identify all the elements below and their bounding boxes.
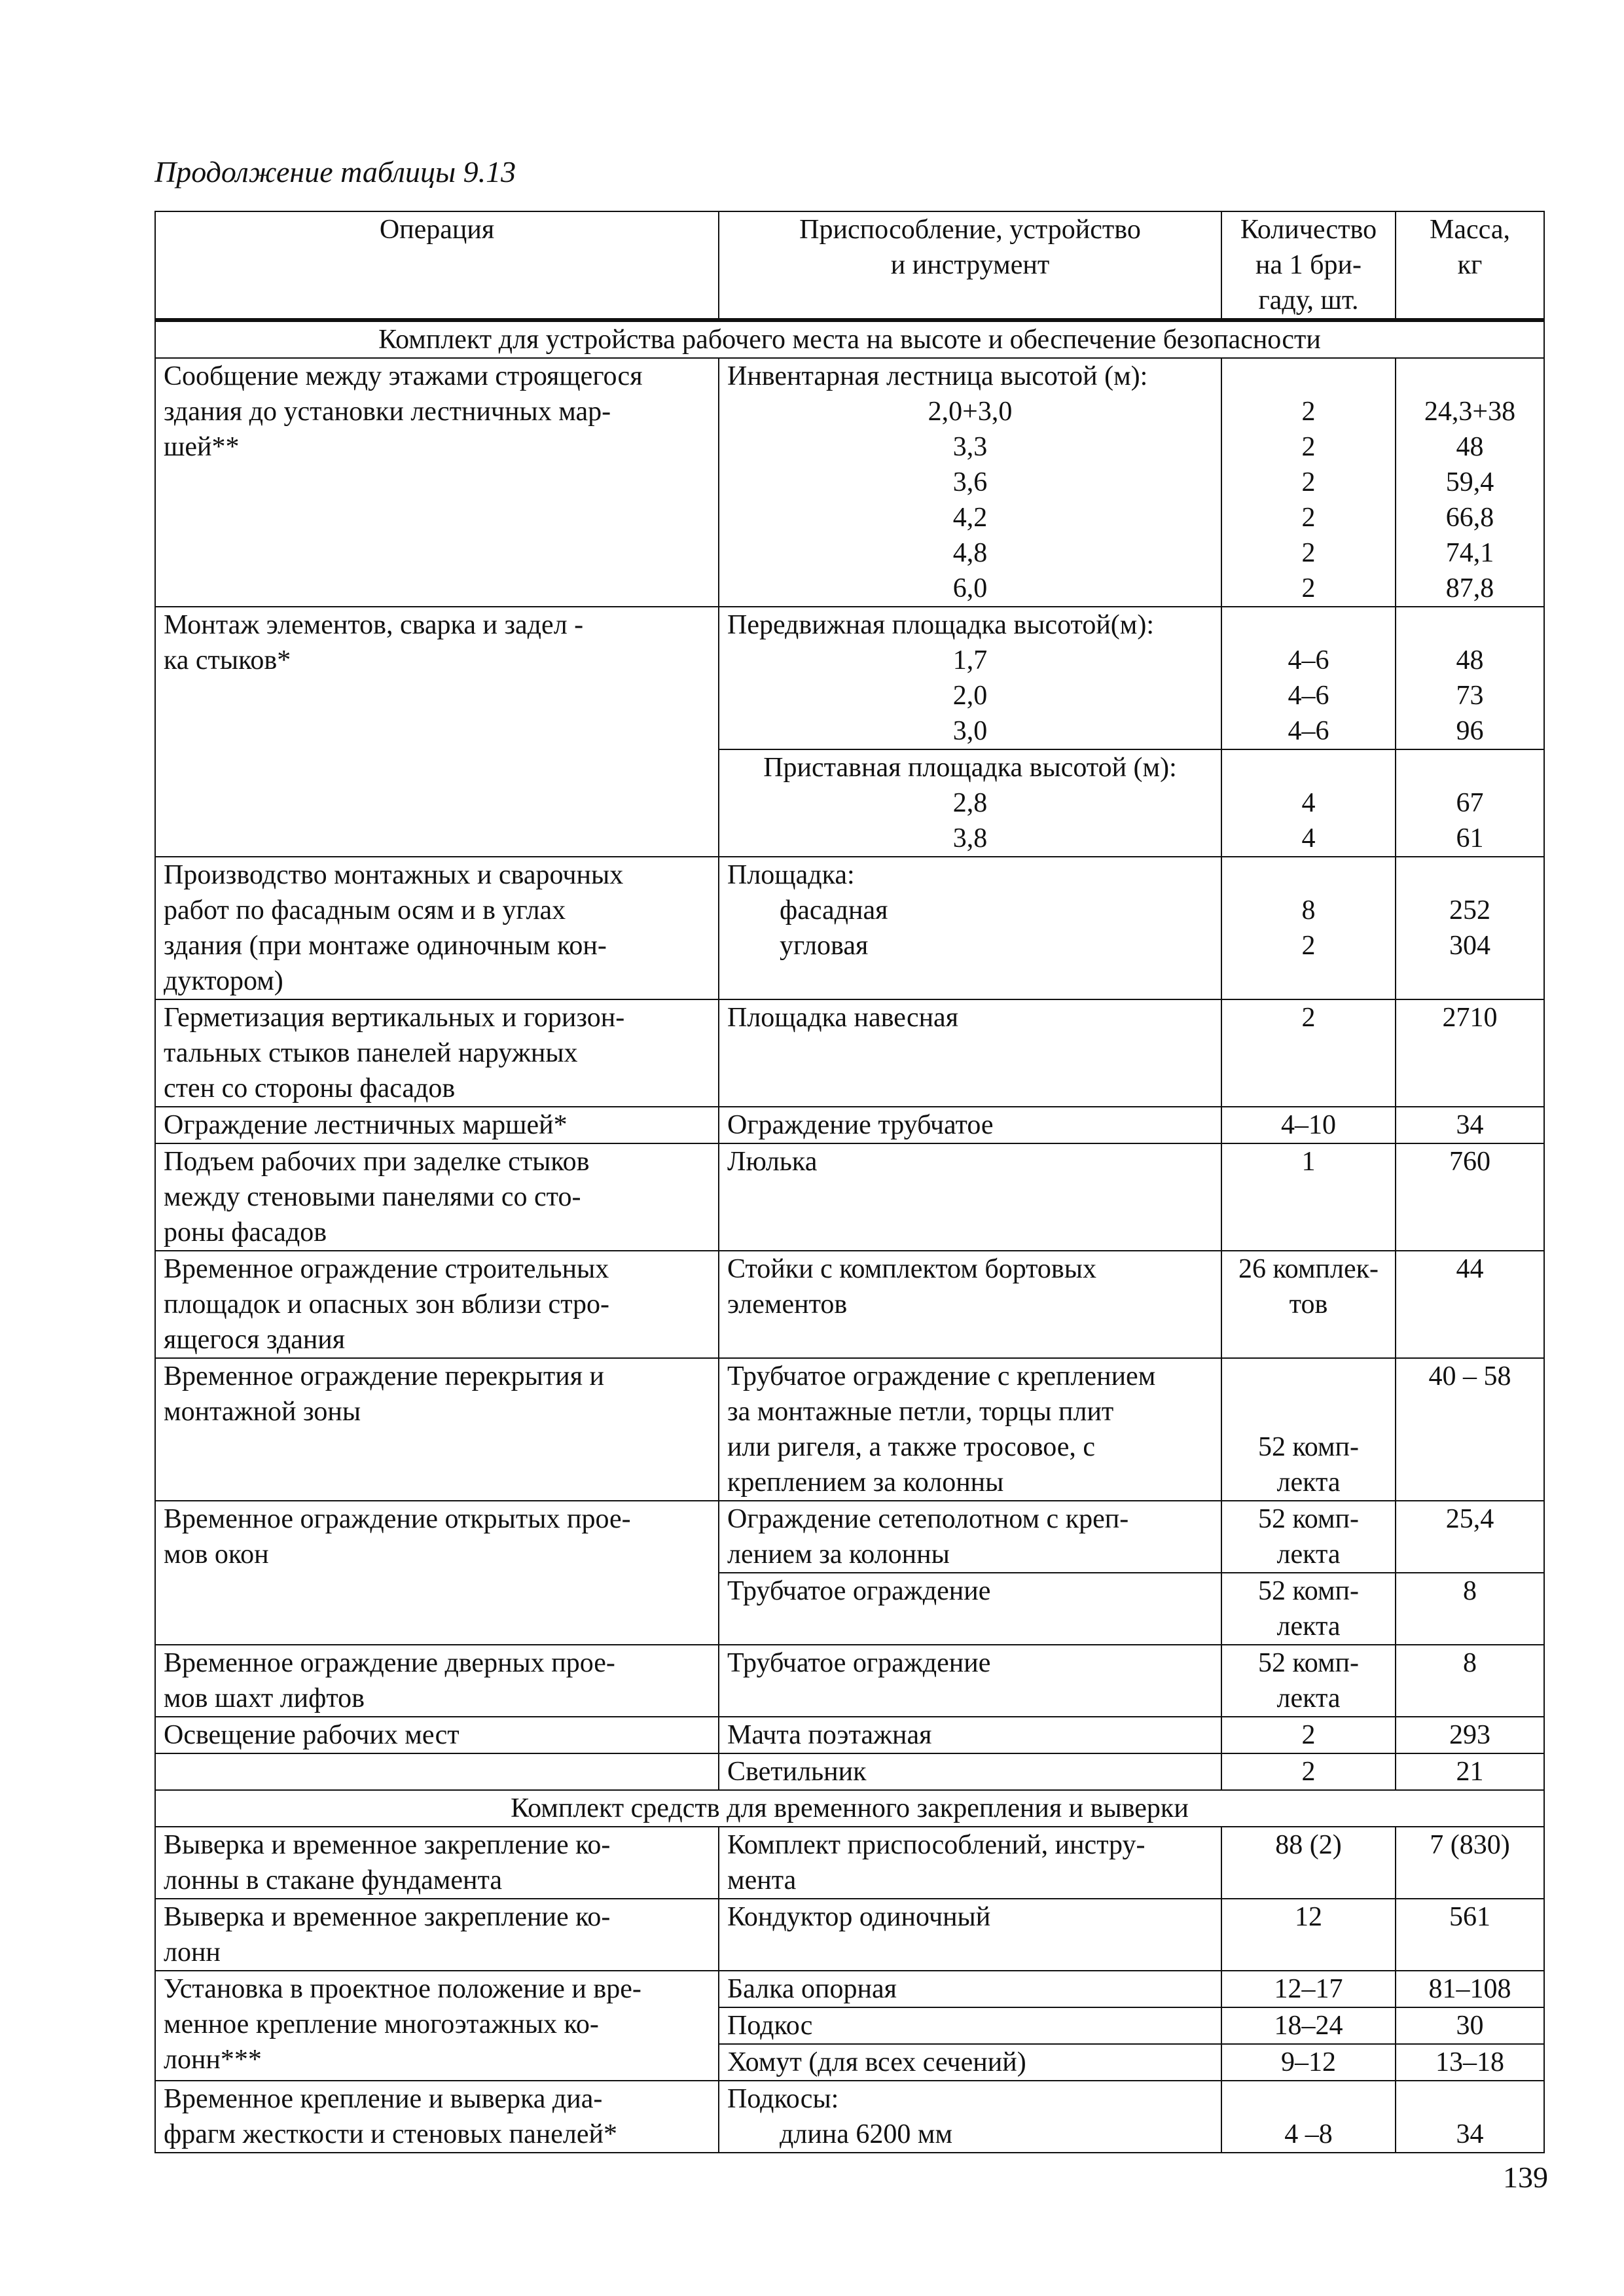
device-cell: Площадка: фасадная угловая bbox=[719, 857, 1221, 999]
mass-cell: 8 bbox=[1396, 1645, 1544, 1717]
mass-cell: 81–108 bbox=[1396, 1971, 1544, 2007]
device-cell: Приставная площадка высотой (м): 2,8 3,8 bbox=[719, 749, 1221, 857]
device-cell: Ограждение сетеполотном с креп- лением за колонны bbox=[719, 1501, 1221, 1573]
section-title: Комплект для устройства рабочего места на высоте и обеспечение безопасности bbox=[155, 320, 1544, 358]
table-row bbox=[155, 2081, 1544, 2153]
table-row bbox=[155, 857, 1544, 999]
mass-cell: 34 bbox=[1396, 1107, 1544, 1143]
device-cell: Стойки с комплектом бортовых элементов bbox=[719, 1251, 1221, 1358]
table-row bbox=[155, 1645, 1544, 1717]
table-row bbox=[155, 999, 1544, 1107]
table-row bbox=[155, 1107, 1544, 1143]
quantity-cell: 18–24 bbox=[1221, 2007, 1396, 2044]
quantity-cell: 52 комп- лекта bbox=[1221, 1645, 1396, 1717]
table-row bbox=[155, 1358, 1544, 1501]
mass-cell: 67 61 bbox=[1396, 749, 1544, 857]
mass-cell: 30 bbox=[1396, 2007, 1544, 2044]
quantity-cell: 2 2 2 2 2 2 bbox=[1221, 358, 1396, 607]
device-cell: Кондуктор одиночный bbox=[719, 1899, 1221, 1971]
mass-cell: 13–18 bbox=[1396, 2044, 1544, 2081]
mass-cell: 24,3+38 48 59,4 66,8 74,1 87,8 bbox=[1396, 358, 1544, 607]
quantity-cell: 4 –8 bbox=[1221, 2081, 1396, 2153]
table-row bbox=[155, 358, 1544, 607]
mass-cell: 2710 bbox=[1396, 999, 1544, 1107]
quantity-cell: 12 bbox=[1221, 1899, 1396, 1971]
mass-cell: 25,4 bbox=[1396, 1501, 1544, 1573]
quantity-cell: 2 bbox=[1221, 1753, 1396, 1790]
table-row bbox=[155, 1971, 1544, 2007]
quantity-cell: 52 комп- лекта bbox=[1221, 1501, 1396, 1573]
table-row bbox=[155, 1143, 1544, 1251]
operation-cell: Выверка и временное закрепление ко- лонны в стакане фундамента bbox=[155, 1827, 719, 1899]
device-cell: Передвижная площадка высотой(м): 1,7 2,0 3,0 bbox=[719, 607, 1221, 749]
header-quantity: Количество на 1 бри- гаду, шт. bbox=[1221, 211, 1396, 320]
mass-cell: 293 bbox=[1396, 1717, 1544, 1753]
device-cell: Трубчатое ограждение bbox=[719, 1645, 1221, 1717]
section-row bbox=[155, 320, 1544, 358]
mass-cell: 40 – 58 bbox=[1396, 1358, 1544, 1501]
operation-cell: Подъем рабочих при заделке стыков между стеновыми панелями со сто- роны фасадов bbox=[155, 1143, 719, 1251]
mass-cell: 34 bbox=[1396, 2081, 1544, 2153]
device-cell: Площадка навесная bbox=[719, 999, 1221, 1107]
operation-cell: Освещение рабочих мест bbox=[155, 1717, 719, 1753]
quantity-cell: 12–17 bbox=[1221, 1971, 1396, 2007]
device-cell: Инвентарная лестница высотой (м): 2,0+3,0 3,3 3,6 4,2 4,8 6,0 bbox=[719, 358, 1221, 607]
mass-cell: 44 bbox=[1396, 1251, 1544, 1358]
header-mass: Масса, кг bbox=[1396, 211, 1544, 320]
table-row bbox=[155, 1501, 1544, 1573]
quantity-cell: 8 2 bbox=[1221, 857, 1396, 999]
quantity-cell: 2 bbox=[1221, 999, 1396, 1107]
mass-cell: 561 bbox=[1396, 1899, 1544, 1971]
device-cell: Ограждение трубчатое bbox=[719, 1107, 1221, 1143]
operation-cell: Сообщение между этажами строящегося здания до установки лестничных мар- шей** bbox=[155, 358, 719, 607]
page-number: 139 bbox=[1503, 2161, 1548, 2194]
equipment-table bbox=[154, 211, 1545, 2153]
device-cell: Подкосы: длина 6200 мм bbox=[719, 2081, 1221, 2153]
quantity-cell: 9–12 bbox=[1221, 2044, 1396, 2081]
quantity-cell: 52 комп- лекта bbox=[1221, 1358, 1396, 1501]
device-cell: Трубчатое ограждение bbox=[719, 1573, 1221, 1645]
device-cell: Хомут (для всех сечений) bbox=[719, 2044, 1221, 2081]
device-cell: Люлька bbox=[719, 1143, 1221, 1251]
operation-cell: Монтаж элементов, сварка и задел - ка стыков* bbox=[155, 607, 719, 857]
operation-cell: Производство монтажных и сварочных работ по фасадным осям и в углах здания (при монтаже одиночным кон- дуктором) bbox=[155, 857, 719, 999]
table-row bbox=[155, 1717, 1544, 1753]
mass-cell: 760 bbox=[1396, 1143, 1544, 1251]
table-header-row bbox=[155, 211, 1544, 320]
operation-cell: Временное крепление и выверка диа- фрагм жесткости и стеновых панелей* bbox=[155, 2081, 719, 2153]
operation-cell bbox=[155, 1753, 719, 1790]
quantity-cell: 4 4 bbox=[1221, 749, 1396, 857]
header-operation: Операция bbox=[155, 211, 719, 320]
operation-cell: Ограждение лестничных маршей* bbox=[155, 1107, 719, 1143]
quantity-cell: 4–6 4–6 4–6 bbox=[1221, 607, 1396, 749]
quantity-cell: 26 комплек- тов bbox=[1221, 1251, 1396, 1358]
mass-cell: 252 304 bbox=[1396, 857, 1544, 999]
operation-cell: Временное ограждение дверных прое- мов шахт лифтов bbox=[155, 1645, 719, 1717]
table-row bbox=[155, 1251, 1544, 1358]
table-row bbox=[155, 1899, 1544, 1971]
quantity-cell: 4–10 bbox=[1221, 1107, 1396, 1143]
mass-cell: 8 bbox=[1396, 1573, 1544, 1645]
table-row bbox=[155, 1753, 1544, 1790]
header-device: Приспособление, устройство и инструмент bbox=[719, 211, 1221, 320]
operation-cell: Временное ограждение перекрытия и монтажной зоны bbox=[155, 1358, 719, 1501]
quantity-cell: 1 bbox=[1221, 1143, 1396, 1251]
operation-cell: Выверка и временное закрепление ко- лонн bbox=[155, 1899, 719, 1971]
table-row bbox=[155, 1827, 1544, 1899]
section-title: Комплект средств для временного закрепления и выверки bbox=[155, 1790, 1544, 1827]
table-caption: Продолжение таблицы 9.13 bbox=[154, 155, 516, 188]
device-cell: Комплект приспособлений, инстру- мента bbox=[719, 1827, 1221, 1899]
device-cell: Балка опорная bbox=[719, 1971, 1221, 2007]
device-cell: Мачта поэтажная bbox=[719, 1717, 1221, 1753]
operation-cell: Установка в проектное положение и вре- менное крепление многоэтажных ко- лонн*** bbox=[155, 1971, 719, 2081]
device-cell: Трубчатое ограждение с креплением за монтажные петли, торцы плит или ригеля, а также тросовое, с креплением за колонны bbox=[719, 1358, 1221, 1501]
mass-cell: 48 73 96 bbox=[1396, 607, 1544, 749]
quantity-cell: 52 комп- лекта bbox=[1221, 1573, 1396, 1645]
device-cell: Светильник bbox=[719, 1753, 1221, 1790]
table-row bbox=[155, 607, 1544, 749]
operation-cell: Временное ограждение строительных площадок и опасных зон вблизи стро- ящегося здания bbox=[155, 1251, 719, 1358]
section-row bbox=[155, 1790, 1544, 1827]
mass-cell: 21 bbox=[1396, 1753, 1544, 1790]
device-cell: Подкос bbox=[719, 2007, 1221, 2044]
operation-cell: Герметизация вертикальных и горизон- тальных стыков панелей наружных стен со стороны фасадов bbox=[155, 999, 719, 1107]
operation-cell: Временное ограждение открытых прое- мов окон bbox=[155, 1501, 719, 1645]
mass-cell: 7 (830) bbox=[1396, 1827, 1544, 1899]
quantity-cell: 88 (2) bbox=[1221, 1827, 1396, 1899]
quantity-cell: 2 bbox=[1221, 1717, 1396, 1753]
